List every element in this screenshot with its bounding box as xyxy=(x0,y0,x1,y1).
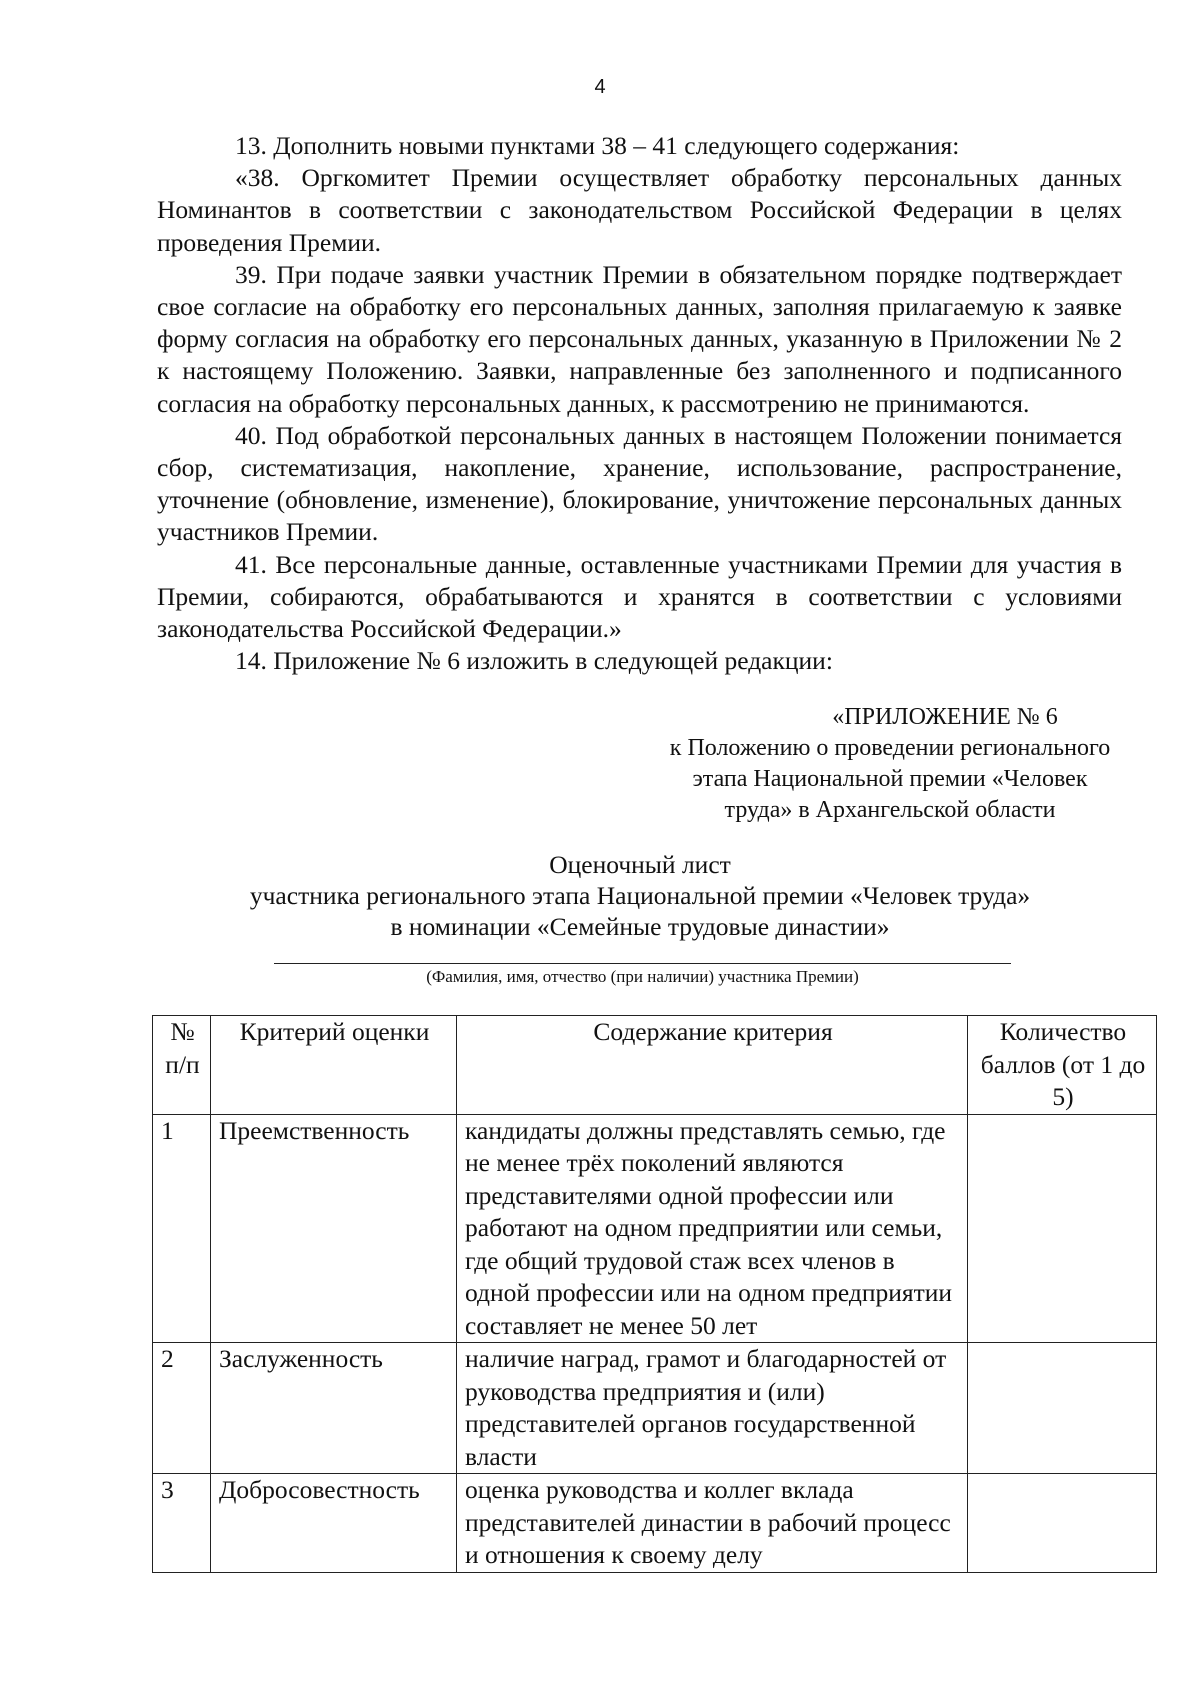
body-text xyxy=(157,130,1122,677)
table-row xyxy=(153,1114,1157,1343)
row-num: 2 xyxy=(153,1343,211,1474)
row-criterion: Добросовестность xyxy=(211,1474,457,1573)
form-subtitle-1: участника регионального этапа Национальной премии «Человек труда» xyxy=(249,881,1031,910)
attachment-line-3: труда» в Архангельской области xyxy=(724,797,1056,823)
attachment-line-1: к Положению о проведении регионального xyxy=(669,735,1111,761)
fio-fill-line xyxy=(274,963,1011,964)
row-criterion: Заслуженность xyxy=(211,1343,457,1474)
table-row xyxy=(153,1343,1157,1474)
form-heading xyxy=(0,849,1200,942)
row-criterion: Преемственность xyxy=(211,1114,457,1343)
page-number: 4 xyxy=(594,76,606,98)
row-score[interactable] xyxy=(968,1343,1157,1474)
table-row xyxy=(153,1474,1157,1573)
header-content: Содержание критерия xyxy=(457,1016,968,1115)
form-title: Оценочный лист xyxy=(549,850,731,879)
row-content: наличие наград, грамот и благодарностей от руководства предприятия и (или) представителей органов государственной власти xyxy=(457,1343,968,1474)
form-subtitle-2: в номинации «Семейные трудовые династии» xyxy=(390,912,890,941)
header-num: № п/п xyxy=(153,1016,211,1115)
row-num: 1 xyxy=(153,1114,211,1343)
paragraph-40: 40. Под обработкой персональных данных в настоящем Положении понимается сбор, систематизация, накопление, хранение, использование, распространение, уточнение (обновление, изменение), блокирование, уничтожение персональных данных участников Премии. xyxy=(157,420,1122,547)
header-score: Количество баллов (от 1 до 5) xyxy=(968,1016,1157,1115)
row-score[interactable] xyxy=(968,1114,1157,1343)
attachment-heading xyxy=(630,702,1150,826)
row-num: 3 xyxy=(153,1474,211,1573)
paragraph-13: 13. Дополнить новыми пунктами 38 – 41 следующего содержания: xyxy=(235,131,960,160)
paragraph-39: 39. При подаче заявки участник Премии в обязательном порядке подтверждает свое согласие на обработку его персональных данных, заполняя прилагаемую к заявке форму согласия на обработку его персональных данных, указанную в Приложении № 2 к настоящему Положению. Заявки, направленные без заполненного и подписанного согласия на обработку персональных данных, к рассмотрению не принимаются. xyxy=(157,259,1122,418)
row-score[interactable] xyxy=(968,1474,1157,1573)
row-content: оценка руководства и коллег вклада представителей династии в рабочий процесс и отношения к своему делу xyxy=(457,1474,968,1573)
table-header-row xyxy=(153,1016,1157,1115)
paragraph-41: 41. Все персональные данные, оставленные участниками Премии для участия в Премии, собираются, обрабатываются и хранятся в соответствии с условиями законодательства Российской Федерации.» xyxy=(157,549,1122,644)
evaluation-table xyxy=(152,1015,1157,1573)
paragraph-38: «38. Оргкомитет Премии осуществляет обработку персональных данных Номинантов в соответствии с законодательством Российской Федерации в целях проведения Премии. xyxy=(157,163,1122,257)
header-criterion: Критерий оценки xyxy=(211,1016,457,1115)
attachment-line-2: этапа Национальной премии «Человек xyxy=(692,766,1088,792)
paragraph-14: 14. Приложение № 6 изложить в следующей редакции: xyxy=(235,646,833,676)
fio-caption: (Фамилия, имя, отчество (при наличии) участника Премии) xyxy=(426,967,859,986)
row-content: кандидаты должны представлять семью, где не менее трёх поколений являются представителями одной профессии или работают на одном предприятии или семьи, где общий трудовой стаж всех членов в одной профессии или на одном предприятии составляет не менее 50 лет xyxy=(457,1114,968,1343)
attachment-title: «ПРИЛОЖЕНИЕ № 6 xyxy=(832,704,1058,730)
